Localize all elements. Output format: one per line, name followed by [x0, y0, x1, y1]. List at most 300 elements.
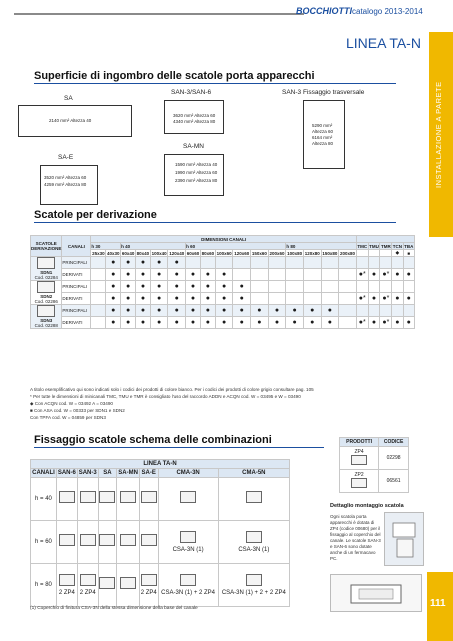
combo-height: h = 80 — [31, 564, 57, 607]
compat-mark: ● — [150, 281, 168, 293]
note: * Per tutte le dimensioni di minicanali TMC, TMU e TMR è consigliato l'uso del raccordo ADDN e ACQN cod. W = 03495 e W = 03490 — [30, 394, 301, 399]
combo-col: CMA-5N — [218, 469, 289, 478]
san3-text-1: 5290 mm² Altezza 60 — [312, 123, 334, 134]
compat-mark — [91, 293, 106, 305]
compat-mark — [321, 269, 339, 281]
channel-profile-icon — [99, 577, 115, 589]
compat-mark — [215, 257, 233, 269]
dim-header: DIMENSIONI CANALI — [91, 236, 356, 243]
section-rule — [34, 222, 396, 223]
compat-mark: ● — [168, 281, 186, 293]
combo-cell — [56, 521, 77, 564]
combo-cell — [117, 521, 140, 564]
box-code: Cod. 02284 — [34, 275, 58, 280]
accessory-mark: ●* — [380, 293, 392, 305]
accessory-mark — [380, 257, 392, 269]
compat-mark — [321, 293, 339, 305]
accessory-mark — [368, 305, 380, 317]
compat-mark: ● — [321, 305, 339, 317]
compat-mark: ● — [168, 257, 186, 269]
section-title-footprint: Superficie di ingombro delle scatole porta apparecchi — [34, 70, 315, 82]
accessory-mark — [380, 305, 392, 317]
combo-cell — [139, 564, 158, 607]
box-name: SDN3 — [40, 318, 53, 323]
channel-kind: DERIVATI — [62, 269, 91, 281]
compat-mark: ● — [106, 317, 121, 329]
combo-cell — [139, 478, 158, 521]
compat-mark — [233, 269, 251, 281]
compat-mark: ● — [168, 293, 186, 305]
accessory-mark — [392, 257, 403, 269]
acc-mark: ■ — [403, 250, 414, 257]
channel-profile-icon — [141, 574, 157, 586]
compat-mark: ● — [136, 257, 151, 269]
side-tab-label: INSTALLAZIONE A PARETE — [434, 81, 443, 189]
dim: 100x80 — [287, 250, 303, 256]
detail-text: Ogni scatola porta apparecchi è dotata di ZP4 (codice 00680) per il fissaggio al coperchio del canale. Le scatole SAN-3 e SAN-6 sono dotate anche di un fermacavo PC. — [330, 514, 381, 561]
accessory-mark: ●* — [380, 317, 392, 329]
line-title: LINEA TA-N — [346, 35, 421, 51]
mounting-detail-icon — [385, 513, 423, 565]
box-cell — [31, 257, 62, 281]
compat-mark — [339, 293, 357, 305]
dim: 60x60 — [186, 250, 200, 256]
combo-row — [31, 478, 290, 521]
compat-mark: ● — [215, 269, 233, 281]
acc-tba: TBA — [404, 243, 414, 249]
junction-row — [31, 317, 415, 329]
compat-mark: ● — [268, 305, 286, 317]
compat-mark: ● — [251, 317, 269, 329]
dim: 200x60 — [269, 250, 285, 256]
accessory-mark: ● — [403, 317, 414, 329]
col-derivazione: DERIVAZIONE — [31, 246, 62, 251]
sae-label: SA-E — [58, 154, 74, 161]
box-code: Cod. 02288 — [34, 323, 58, 328]
junction-row — [31, 293, 415, 305]
product-code: 02298 — [379, 447, 409, 470]
dim: 25x30 — [92, 250, 105, 256]
compat-mark: ● — [150, 293, 168, 305]
sae-drawing — [40, 165, 98, 205]
combo-text: CSA-3N (1) + 2 ZP4 — [161, 590, 216, 596]
san3-drawing — [303, 100, 345, 169]
accessory-mark — [403, 305, 414, 317]
combo-text: CSA-3N (1) — [238, 547, 270, 553]
compat-mark — [339, 305, 357, 317]
combo-row — [31, 564, 290, 607]
compat-mark: ● — [136, 281, 151, 293]
compat-mark — [233, 257, 251, 269]
dim: 120x60 — [234, 250, 250, 256]
compat-mark — [251, 257, 269, 269]
header-rule — [14, 13, 304, 15]
compat-mark: ● — [286, 317, 304, 329]
san36-text-2: 4340 mm² Altezza 80 — [173, 119, 216, 124]
zp2-clip-icon — [351, 478, 367, 488]
compat-mark — [251, 269, 269, 281]
compat-mark — [303, 269, 321, 281]
channel-profile-icon — [141, 491, 157, 503]
sa-drawing — [18, 105, 132, 137]
compat-mark — [321, 281, 339, 293]
combo-col: SAN-3 — [78, 470, 97, 476]
compat-mark: ● — [106, 269, 121, 281]
combo-cell — [158, 521, 218, 564]
dim: 60x40 — [121, 250, 135, 256]
acc-tmr: TMR — [380, 243, 391, 249]
channel-profile-icon — [120, 577, 136, 589]
channel-kind: PRINCIPALI — [62, 257, 91, 269]
compat-mark — [91, 257, 106, 269]
mounting-detail-image — [384, 512, 424, 566]
channel-profile-icon — [80, 534, 96, 546]
dim: 150x80 — [322, 250, 338, 256]
compat-mark — [268, 269, 286, 281]
accessory-mark — [356, 281, 368, 293]
accessory-mark: ●* — [356, 317, 368, 329]
dim: 80x60 — [201, 250, 215, 256]
sae-text-1: 3520 mm² Altezza 60 — [44, 175, 87, 180]
product-name: ZP2 — [354, 472, 364, 478]
compat-mark — [286, 269, 304, 281]
compat-mark — [91, 317, 106, 329]
channel-profile-icon — [59, 534, 75, 546]
samn-text-3: 2390 mm² Altezza 80 — [175, 178, 218, 183]
section-title-junction: Scatole per derivazione — [34, 209, 157, 221]
compat-mark — [303, 293, 321, 305]
channel-profile-icon — [59, 574, 75, 586]
sae-text-2: 4259 mm² Altezza 80 — [44, 182, 87, 187]
channel-profile-icon — [80, 491, 96, 503]
channel-profile-icon — [141, 534, 157, 546]
accessory-mark: ●* — [380, 269, 392, 281]
compat-mark — [339, 317, 357, 329]
compat-mark: ● — [286, 305, 304, 317]
accessory-mark: ● — [392, 293, 403, 305]
accessory-mark: ● — [368, 269, 380, 281]
product-name: ZP4 — [354, 449, 364, 455]
compat-mark: ● — [150, 305, 168, 317]
junction-table — [30, 235, 415, 329]
group-h80: h 80 — [286, 243, 357, 250]
compat-mark: ● — [303, 317, 321, 329]
junction-row — [31, 305, 415, 317]
compat-mark: ● — [168, 269, 186, 281]
combo-col: CMA-3N — [158, 469, 218, 478]
compat-mark: ● — [215, 281, 233, 293]
channel-kind: PRINCIPALI — [62, 305, 91, 317]
compat-mark — [200, 257, 215, 269]
compat-mark: ● — [321, 317, 339, 329]
compat-mark — [91, 281, 106, 293]
section-rule — [34, 83, 396, 84]
combo-cell — [77, 521, 98, 564]
compat-mark: ● — [136, 293, 151, 305]
compat-mark: ● — [150, 257, 168, 269]
combo-cell — [98, 478, 117, 521]
combo-cell — [98, 521, 117, 564]
combination-table — [30, 459, 290, 607]
combo-cell — [218, 478, 289, 521]
accessory-mark: ● — [403, 293, 414, 305]
dim: 120x40 — [169, 250, 185, 256]
compat-mark — [303, 257, 321, 269]
section-title-fixing: Fissaggio scatole schema delle combinazioni — [34, 434, 272, 446]
channel-kind: DERIVATI — [62, 317, 91, 329]
compat-mark: ● — [136, 317, 151, 329]
compat-mark — [186, 257, 201, 269]
compat-mark: ● — [186, 317, 201, 329]
compat-mark: ● — [150, 269, 168, 281]
compat-mark — [91, 269, 106, 281]
channel-profile-icon — [99, 491, 115, 503]
junction-row — [31, 281, 415, 293]
junction-box-icon — [37, 281, 55, 293]
compat-mark: ● — [200, 317, 215, 329]
compat-mark — [251, 293, 269, 305]
note: Con TPFA cod. W = 04859 per SDN3 — [30, 415, 106, 420]
combo-col: SAN-6 — [57, 470, 76, 476]
dim: 100x60 — [216, 250, 232, 256]
compat-mark — [268, 293, 286, 305]
combo-text: 2 ZP4 — [79, 590, 96, 596]
accessory-mark — [392, 281, 403, 293]
samn-label: SA-MN — [183, 143, 204, 150]
junction-row — [31, 257, 415, 269]
compat-mark — [286, 293, 304, 305]
compat-mark: ● — [215, 317, 233, 329]
box-name: SDN1 — [40, 270, 53, 275]
combo-height: h = 60 — [31, 521, 57, 564]
dim: 40x30 — [106, 250, 120, 256]
compat-mark: ● — [106, 281, 121, 293]
channel-detail-image — [330, 574, 422, 612]
sa-text: 2140 mm² Altezza 40 — [49, 118, 92, 123]
junction-box-icon — [37, 257, 55, 269]
compat-mark: ● — [106, 305, 121, 317]
combo-col: SA-MN — [118, 470, 138, 476]
compat-mark: ● — [121, 269, 136, 281]
compat-mark: ● — [233, 293, 251, 305]
compat-mark: ● — [215, 293, 233, 305]
compat-mark — [339, 257, 357, 269]
channel-kind: DERIVATI — [62, 293, 91, 305]
san3-text-2: 6164 mm² Altezza 80 — [312, 135, 334, 146]
combo-text: 2 ZP4 — [140, 590, 157, 596]
catalog-label: catalogo 2013-2014 — [352, 7, 423, 16]
note: ■ Con ASA cod. W = 00333 per SDN1 e SDN2 — [30, 408, 125, 413]
compat-mark: ● — [121, 305, 136, 317]
channel-section-icon — [331, 575, 421, 611]
junction-row — [31, 269, 415, 281]
compat-mark: ● — [215, 305, 233, 317]
combo-cell — [158, 564, 218, 607]
accessory-mark: ●* — [356, 269, 368, 281]
acc-tmc: TMC — [357, 243, 368, 249]
compat-mark: ● — [136, 269, 151, 281]
combo-title: LINEA TA-N — [31, 460, 290, 469]
combo-col: CANALI — [32, 470, 55, 476]
accessory-mark — [368, 281, 380, 293]
group-h30: h 30 — [91, 243, 121, 250]
accessory-mark: ● — [368, 317, 380, 329]
products-table — [339, 437, 409, 493]
compat-mark: ● — [186, 293, 201, 305]
compat-mark: ● — [186, 281, 201, 293]
combo-height: h = 40 — [31, 478, 57, 521]
channel-profile-icon — [180, 574, 196, 586]
col-canali: CANALI — [62, 236, 91, 257]
channel-profile-icon — [80, 574, 96, 586]
combo-footnote: (1) Coperchio di finitura CSA-3N della stessa dimensione della base del canale — [30, 606, 198, 611]
combo-cell — [77, 564, 98, 607]
channel-profile-icon — [120, 491, 136, 503]
samn-text-2: 1990 mm² Altezza 60 — [175, 170, 218, 175]
acc-tcn: TCN — [392, 243, 403, 249]
dim: 150x60 — [251, 250, 267, 256]
accessory-mark — [380, 281, 392, 293]
channel-profile-icon — [246, 491, 262, 503]
samn-text-1: 1590 mm² Altezza 40 — [175, 162, 218, 167]
combo-cell — [98, 564, 117, 607]
compat-mark: ● — [121, 281, 136, 293]
compat-mark: ● — [233, 281, 251, 293]
zp4-clip-icon — [351, 455, 367, 465]
channel-profile-icon — [99, 534, 115, 546]
combo-cell — [218, 564, 289, 607]
combo-col: SA-E — [139, 469, 158, 478]
col-scatole: SCATOLE — [35, 241, 57, 246]
acc-tmu: TMU — [369, 243, 379, 249]
compat-mark: ● — [186, 305, 201, 317]
combo-cell — [56, 478, 77, 521]
page-number: 111 — [430, 598, 446, 609]
combo-cell — [218, 521, 289, 564]
channel-profile-icon — [59, 491, 75, 503]
samn-drawing — [164, 154, 224, 196]
accessory-mark: ● — [392, 317, 403, 329]
combo-cell — [117, 564, 140, 607]
accessory-mark: ●* — [356, 293, 368, 305]
combo-text: CSA-3N (1) + 2 + 2 ZP4 — [221, 590, 286, 596]
compat-mark: ● — [186, 269, 201, 281]
combo-text: 2 ZP4 — [58, 590, 75, 596]
compat-mark — [91, 305, 106, 317]
compat-mark: ● — [168, 317, 186, 329]
compat-mark — [339, 281, 357, 293]
compat-mark: ● — [233, 305, 251, 317]
combo-col: SA — [98, 469, 117, 478]
compat-mark: ● — [150, 317, 168, 329]
combo-cell — [117, 478, 140, 521]
junction-box-icon — [37, 305, 55, 317]
san36-drawing — [164, 100, 224, 134]
compat-mark: ● — [200, 305, 215, 317]
dim: 100x40 — [151, 250, 167, 256]
accessory-mark — [403, 281, 414, 293]
section-rule — [34, 447, 324, 448]
dim: 80x40 — [136, 250, 150, 256]
accessory-mark: ● — [403, 269, 414, 281]
combo-cell — [56, 564, 77, 607]
compat-mark — [321, 257, 339, 269]
compat-mark: ● — [136, 305, 151, 317]
compat-mark: ● — [251, 305, 269, 317]
combo-cell — [158, 478, 218, 521]
compat-mark: ● — [303, 305, 321, 317]
compat-mark: ● — [121, 317, 136, 329]
brand-logo: BOCCHIOTTI — [296, 6, 352, 16]
dim: 120x80 — [304, 250, 320, 256]
dim: 200x80 — [340, 250, 356, 256]
compat-mark — [286, 281, 304, 293]
products-col-name: PRODOTTI — [340, 438, 379, 447]
accessory-mark — [392, 305, 403, 317]
channel-profile-icon — [246, 531, 262, 543]
compat-mark: ● — [200, 281, 215, 293]
san36-text-1: 3620 mm² Altezza 60 — [173, 113, 216, 118]
group-h60: h 60 — [186, 243, 286, 250]
combo-cell — [77, 478, 98, 521]
accessory-mark — [356, 305, 368, 317]
box-cell — [31, 281, 62, 305]
accessory-mark — [356, 257, 368, 269]
compat-mark: ● — [168, 305, 186, 317]
compat-mark — [339, 269, 357, 281]
combo-cell — [139, 521, 158, 564]
combo-text: CSA-3N (1) — [172, 547, 204, 553]
compat-mark: ● — [106, 257, 121, 269]
compat-mark: ● — [200, 269, 215, 281]
accessory-mark — [403, 257, 414, 269]
box-cell — [31, 305, 62, 329]
compat-mark: ● — [106, 293, 121, 305]
channel-kind: PRINCIPALI — [62, 281, 91, 293]
compat-mark: ● — [233, 317, 251, 329]
accessory-mark: ● — [392, 269, 403, 281]
group-h40: h 40 — [121, 243, 186, 250]
compat-mark: ● — [200, 293, 215, 305]
box-name: SDN2 — [40, 294, 53, 299]
products-col-code: CODICE — [379, 438, 409, 447]
accessory-mark — [368, 257, 380, 269]
san36-label: SAN-3/SAN-6 — [171, 89, 212, 96]
san3-label: SAN-3 Fissaggio trasversale — [282, 89, 365, 96]
sa-label: SA — [64, 95, 73, 102]
compat-mark: ● — [121, 257, 136, 269]
compat-mark — [268, 281, 286, 293]
combo-row — [31, 521, 290, 564]
compat-mark — [268, 257, 286, 269]
channel-profile-icon — [246, 574, 262, 586]
detail-title: Dettaglio montaggio scatola — [330, 503, 404, 509]
product-code: 06561 — [379, 470, 409, 493]
channel-profile-icon — [180, 531, 196, 543]
channel-profile-icon — [120, 534, 136, 546]
compat-mark — [303, 281, 321, 293]
note: ◆ Con ACQN cod. W = 03492 A = 03490 — [30, 401, 113, 406]
junction-notes — [30, 386, 410, 421]
box-code: Cod. 02286 — [34, 299, 58, 304]
channel-profile-icon — [180, 491, 196, 503]
compat-mark — [286, 257, 304, 269]
compat-mark — [251, 281, 269, 293]
compat-mark: ● — [121, 293, 136, 305]
compat-mark: ● — [268, 317, 286, 329]
acc-mark: ◆ — [392, 250, 403, 257]
accessory-mark: ● — [368, 293, 380, 305]
